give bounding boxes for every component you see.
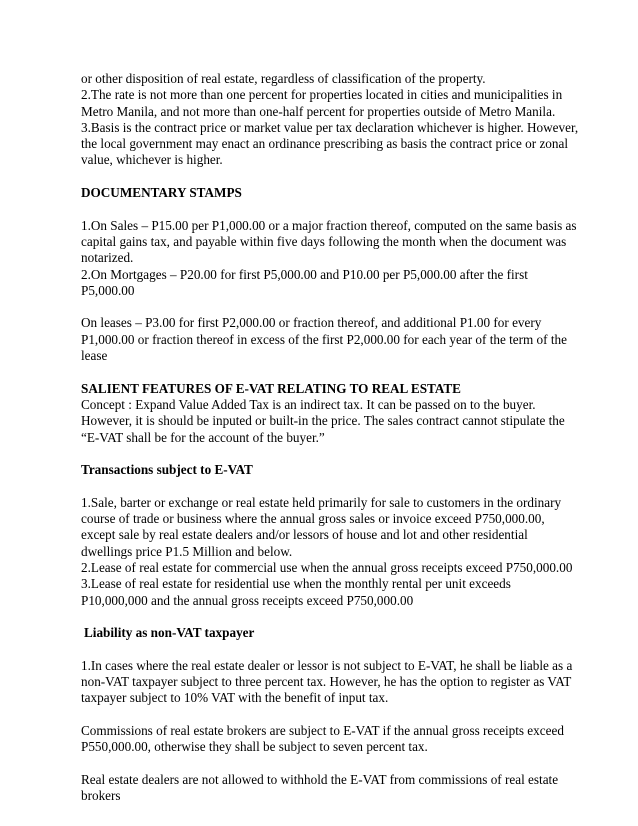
paragraph-gap [81,299,568,315]
stamps-leases-paragraph [81,315,568,364]
transactions-heading: Transactions subject to E-VAT [81,462,253,478]
text-line: 3.Basis is the contract price or market value per tax declaration whichever is higher. However, [81,119,579,135]
text-line: 3.Lease of real estate for residential use when the monthly rental per unit exceeds [81,576,511,592]
paragraph-gap [81,478,568,494]
intro-paragraph [81,71,579,169]
text-line: non-VAT taxpayer subject to three percent tax. However, he has the option to register as VAT [81,673,572,689]
text-line: P1,000.00 or fraction thereof in excess of the first P2,000.00 for each year of the term of the [81,331,567,347]
text-line: brokers [81,788,121,804]
text-line: 1.Sale, barter or exchange or real estate held primarily for sale to customers in the ordinary [81,494,562,510]
text-line: Concept : Expand Value Added Tax is an indirect tax. It can be passed on to the buyer. [81,396,536,412]
text-line: 2.The rate is not more than one percent for properties located in cities and municipalities in [81,87,563,103]
text-line: “E-VAT shall be for the account of the buyer.” [81,429,325,445]
text-line: Metro Manila, and not more than one-half percent for properties outside of Metro Manila. [81,103,556,119]
paragraph-gap [81,609,568,625]
paragraph-gap [81,707,568,723]
paragraph-gap [81,446,568,462]
text-line: 1.On Sales – P15.00 per P1,000.00 or a major fraction thereof, computed on the same basis as [81,217,577,233]
documentary-stamps-heading: DOCUMENTARY STAMPS [81,185,242,201]
text-line: P10,000,000 and the annual gross receipts exceed P750,000.00 [81,592,414,608]
stamps-sales-mortgages-paragraph [81,217,577,299]
paragraph-gap [81,364,568,380]
text-line: except sale by real estate dealers and/or lessors of house and lot and other residential [81,527,528,543]
text-line: On leases – P3.00 for first P2,000.00 or fraction thereof, and additional P1.00 for every [81,315,542,331]
text-line: 1.In cases where the real estate dealer or lessor is not subject to E-VAT, he shall be liable as a [81,657,573,673]
text-line: notarized. [81,250,134,266]
text-line: 2.On Mortgages – P20.00 for first P5,000.00 and P10.00 per P5,000.00 after the first [81,266,528,282]
text-line: Commissions of real estate brokers are subject to E-VAT if the annual gross receipts exceed [81,722,564,738]
text-line: or other disposition of real estate, regardless of classification of the property. [81,71,486,86]
text-line: P5,000.00 [81,282,135,298]
paragraph-gap [81,169,568,185]
paragraph-gap [81,755,568,771]
text-line: course of trade or business where the annual gross sales or invoice exceed P750,000.00, [81,511,545,527]
text-line: lease [81,348,108,364]
text-line: capital gains tax, and payable within five days following the month when the document was [81,233,567,249]
evat-features-heading: SALIENT FEATURES OF E-VAT RELATING TO REAL ESTATE [81,380,461,396]
text-line: P550,000.00, otherwise they shall be subject to seven percent tax. [81,739,428,755]
text-line: dwellings price P1.5 Million and below. [81,543,293,559]
text-line: 2.Lease of real estate for commercial use when the annual gross receipts exceed P750,000.00 [81,559,573,575]
withholding-paragraph [81,772,568,805]
paragraph-gap [81,201,568,217]
paragraph-gap [81,641,568,657]
liability-heading: Liability as non-VAT taxpayer [84,625,255,641]
text-line: the local government may enact an ordinance prescribing as basis the contract price or zonal [81,136,569,152]
transactions-paragraph [81,494,573,609]
text-line: taxpayer subject to 10% VAT with the benefit of input tax. [81,690,389,706]
evat-concept-paragraph [81,397,568,446]
liability-paragraph [81,657,573,707]
text-line: value, whichever is higher. [81,152,223,168]
text-line: Real estate dealers are not allowed to withhold the E-VAT from commissions of real estate [81,771,559,787]
commissions-paragraph [81,723,568,756]
text-line: However, it is should be inputed or built-in the price. The sales contract cannot stipulate the [81,413,565,429]
